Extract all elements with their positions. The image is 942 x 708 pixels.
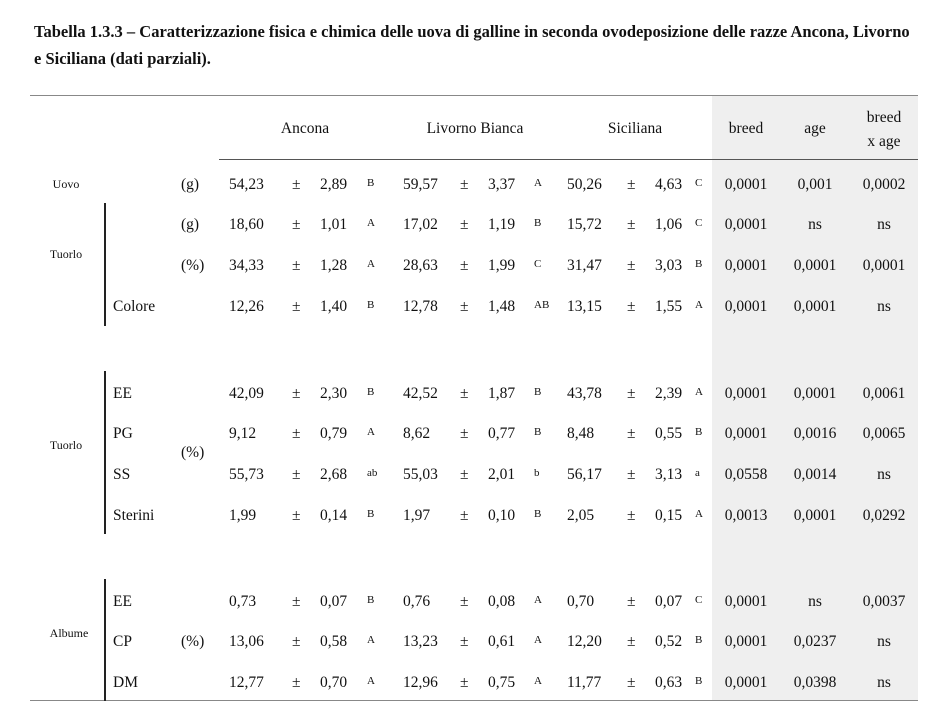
p-value: 0,0001 bbox=[724, 593, 768, 610]
sd-value: 1,99 bbox=[488, 257, 516, 274]
plus-minus-sign: ± bbox=[627, 176, 636, 193]
mean-value: 0,76 bbox=[403, 593, 431, 610]
significance-letter: B bbox=[534, 386, 542, 398]
row-unit-label: (g) bbox=[181, 176, 200, 193]
significance-letter: A bbox=[534, 634, 542, 646]
sd-value: 2,30 bbox=[320, 385, 348, 402]
mean-value: 8,62 bbox=[403, 425, 431, 442]
plus-minus-sign: ± bbox=[460, 633, 469, 650]
p-value: 0,0061 bbox=[862, 385, 906, 402]
p-value: 0,0001 bbox=[793, 298, 837, 315]
plus-minus-sign: ± bbox=[460, 507, 469, 524]
mean-value: 13,23 bbox=[403, 633, 438, 650]
row-unit-label: (g) bbox=[181, 216, 200, 233]
plus-minus-sign: ± bbox=[292, 257, 301, 274]
sd-value: 0,70 bbox=[320, 674, 348, 691]
sd-value: 0,15 bbox=[655, 507, 683, 524]
p-value: 0,0001 bbox=[724, 674, 768, 691]
sd-value: 1,40 bbox=[320, 298, 348, 315]
sd-value: 3,37 bbox=[488, 176, 516, 193]
sd-value: 2,68 bbox=[320, 466, 348, 483]
sd-value: 1,06 bbox=[655, 216, 683, 233]
mean-value: 59,57 bbox=[403, 176, 438, 193]
significance-letter: B bbox=[534, 217, 542, 229]
sd-value: 0,52 bbox=[655, 633, 683, 650]
significance-letter: A bbox=[695, 386, 703, 398]
significance-letter: A bbox=[534, 177, 542, 189]
plus-minus-sign: ± bbox=[627, 216, 636, 233]
p-value: 0,0037 bbox=[862, 593, 906, 610]
row-parameter-label: CP bbox=[113, 633, 132, 650]
significance-letter: A bbox=[534, 675, 542, 687]
p-value: 0,0001 bbox=[862, 257, 906, 274]
plus-minus-sign: ± bbox=[460, 176, 469, 193]
significance-letter: a bbox=[695, 467, 700, 479]
significance-letter: B bbox=[695, 634, 703, 646]
plus-minus-sign: ± bbox=[460, 216, 469, 233]
plus-minus-sign: ± bbox=[292, 216, 301, 233]
plus-minus-sign: ± bbox=[627, 425, 636, 442]
sd-value: 3,03 bbox=[655, 257, 683, 274]
significance-letter: B bbox=[367, 299, 375, 311]
row-parameter-label: Sterini bbox=[113, 507, 155, 524]
plus-minus-sign: ± bbox=[460, 298, 469, 315]
sd-value: 0,61 bbox=[488, 633, 516, 650]
p-value: 0,0016 bbox=[793, 425, 837, 442]
plus-minus-sign: ± bbox=[627, 593, 636, 610]
plus-minus-sign: ± bbox=[627, 507, 636, 524]
plus-minus-sign: ± bbox=[627, 385, 636, 402]
plus-minus-sign: ± bbox=[460, 593, 469, 610]
group-bracket-tuorlo-1 bbox=[104, 203, 106, 326]
plus-minus-sign: ± bbox=[627, 466, 636, 483]
significance-letter: A bbox=[534, 594, 542, 606]
p-value: 0,001 bbox=[797, 176, 833, 193]
significance-letter: C bbox=[695, 217, 703, 229]
significance-letter: B bbox=[367, 177, 375, 189]
row-unit-label: (%) bbox=[181, 633, 205, 650]
significance-letter: C bbox=[534, 258, 542, 270]
plus-minus-sign: ± bbox=[292, 674, 301, 691]
header-livorno-bianca: Livorno Bianca bbox=[426, 120, 524, 137]
sd-value: 0,55 bbox=[655, 425, 683, 442]
sd-value: 2,89 bbox=[320, 176, 348, 193]
p-value: 0,0001 bbox=[724, 216, 768, 233]
header-breed-x-age-line1: breed bbox=[866, 109, 902, 126]
group-unit-label: (%) bbox=[181, 444, 205, 461]
mean-value: 34,33 bbox=[229, 257, 264, 274]
significance-letter: B bbox=[695, 426, 703, 438]
sd-value: 0,08 bbox=[488, 593, 516, 610]
p-value: 0,0001 bbox=[724, 298, 768, 315]
top-rule bbox=[30, 95, 918, 96]
group-bracket-tuorlo-2 bbox=[104, 371, 106, 534]
mean-value: 18,60 bbox=[229, 216, 264, 233]
mean-value: 55,73 bbox=[229, 466, 264, 483]
mean-value: 42,09 bbox=[229, 385, 264, 402]
p-value: 0,0001 bbox=[793, 385, 837, 402]
plus-minus-sign: ± bbox=[627, 298, 636, 315]
plus-minus-sign: ± bbox=[292, 176, 301, 193]
mean-value: 15,72 bbox=[567, 216, 602, 233]
sd-value: 2,01 bbox=[488, 466, 516, 483]
plus-minus-sign: ± bbox=[627, 633, 636, 650]
mean-value: 28,63 bbox=[403, 257, 438, 274]
p-value: ns bbox=[877, 216, 891, 233]
plus-minus-sign: ± bbox=[292, 385, 301, 402]
p-value: 0,0292 bbox=[862, 507, 906, 524]
significance-letter: C bbox=[695, 594, 703, 606]
plus-minus-sign: ± bbox=[460, 466, 469, 483]
sd-value: 1,28 bbox=[320, 257, 348, 274]
row-parameter-label: EE bbox=[113, 593, 132, 610]
p-value: ns bbox=[808, 593, 822, 610]
plus-minus-sign: ± bbox=[292, 593, 301, 610]
p-value: ns bbox=[877, 466, 891, 483]
header-age: age bbox=[804, 120, 826, 137]
p-value: 0,0001 bbox=[724, 385, 768, 402]
significance-letter: B bbox=[695, 675, 703, 687]
significance-letter: B bbox=[534, 426, 542, 438]
row-parameter-label: DM bbox=[113, 674, 138, 691]
sd-value: 1,55 bbox=[655, 298, 683, 315]
p-value: 0,0001 bbox=[793, 257, 837, 274]
mean-value: 50,26 bbox=[567, 176, 602, 193]
significance-letter: B bbox=[367, 594, 375, 606]
sd-value: 1,48 bbox=[488, 298, 516, 315]
mean-value: 31,47 bbox=[567, 257, 602, 274]
significance-letter: A bbox=[695, 299, 703, 311]
mean-value: 0,70 bbox=[567, 593, 595, 610]
group-label-uovo: Uovo bbox=[52, 177, 80, 191]
group-bracket-albume bbox=[104, 579, 106, 701]
p-value: 0,0001 bbox=[793, 507, 837, 524]
p-value: ns bbox=[877, 633, 891, 650]
sd-value: 0,63 bbox=[655, 674, 683, 691]
p-value: 0,0001 bbox=[724, 425, 768, 442]
sd-value: 0,79 bbox=[320, 425, 348, 442]
sd-value: 0,58 bbox=[320, 633, 348, 650]
significance-letter: AB bbox=[534, 299, 550, 311]
mean-value: 1,97 bbox=[403, 507, 431, 524]
plus-minus-sign: ± bbox=[460, 385, 469, 402]
p-value: 0,0065 bbox=[862, 425, 906, 442]
plus-minus-sign: ± bbox=[627, 257, 636, 274]
plus-minus-sign: ± bbox=[292, 633, 301, 650]
plus-minus-sign: ± bbox=[292, 298, 301, 315]
significance-letter: B bbox=[367, 386, 375, 398]
sd-value: 0,07 bbox=[655, 593, 683, 610]
p-value: ns bbox=[808, 216, 822, 233]
mean-value: 42,52 bbox=[403, 385, 438, 402]
group-label-tuorlo: Tuorlo bbox=[49, 247, 83, 261]
plus-minus-sign: ± bbox=[292, 507, 301, 524]
significance-letter: C bbox=[695, 177, 703, 189]
sd-value: 3,13 bbox=[655, 466, 683, 483]
mean-value: 56,17 bbox=[567, 466, 602, 483]
row-parameter-label: EE bbox=[113, 385, 132, 402]
sd-value: 1,01 bbox=[320, 216, 348, 233]
header-breed-x-age-line2: x age bbox=[867, 133, 901, 150]
plus-minus-sign: ± bbox=[460, 674, 469, 691]
significance-letter: A bbox=[367, 426, 375, 438]
mean-value: 12,20 bbox=[567, 633, 602, 650]
p-value: ns bbox=[877, 298, 891, 315]
header-siciliana: Siciliana bbox=[607, 120, 663, 137]
p-value: 0,0001 bbox=[724, 633, 768, 650]
mean-value: 13,15 bbox=[567, 298, 602, 315]
row-parameter-label: Colore bbox=[113, 298, 156, 315]
p-value: 0,0237 bbox=[793, 633, 837, 650]
significance-letter: A bbox=[367, 675, 375, 687]
significance-letter: b bbox=[534, 467, 540, 479]
row-parameter-label: PG bbox=[113, 425, 133, 442]
significance-letter: A bbox=[695, 508, 703, 520]
table-title: Tabella 1.3.3 – Caratterizzazione fisica e chimica delle uova di galline in seconda ovodeposizione delle razze Ancona, Livorno e Siciliana (dati parziali). bbox=[34, 22, 910, 68]
bottom-rule bbox=[30, 700, 918, 701]
mean-value: 12,26 bbox=[229, 298, 264, 315]
sd-value: 0,14 bbox=[320, 507, 348, 524]
plus-minus-sign: ± bbox=[292, 425, 301, 442]
significance-letter: A bbox=[367, 217, 375, 229]
mean-value: 12,96 bbox=[403, 674, 438, 691]
mean-value: 12,78 bbox=[403, 298, 438, 315]
plus-minus-sign: ± bbox=[460, 257, 469, 274]
sd-value: 0,07 bbox=[320, 593, 348, 610]
mean-value: 55,03 bbox=[403, 466, 438, 483]
significance-letter: B bbox=[695, 258, 703, 270]
mean-value: 0,73 bbox=[229, 593, 257, 610]
header-breed: breed bbox=[728, 120, 764, 137]
mean-value: 2,05 bbox=[567, 507, 595, 524]
mean-value: 8,48 bbox=[567, 425, 595, 442]
sd-value: 4,63 bbox=[655, 176, 683, 193]
mean-value: 13,06 bbox=[229, 633, 264, 650]
mean-value: 1,99 bbox=[229, 507, 257, 524]
header-ancona: Ancona bbox=[280, 120, 330, 137]
plus-minus-sign: ± bbox=[292, 466, 301, 483]
p-value: 0,0002 bbox=[862, 176, 906, 193]
mean-value: 9,12 bbox=[229, 425, 257, 442]
sd-value: 0,77 bbox=[488, 425, 516, 442]
significance-letter: A bbox=[367, 634, 375, 646]
header-rule bbox=[219, 159, 918, 160]
mean-value: 54,23 bbox=[229, 176, 264, 193]
sd-value: 0,75 bbox=[488, 674, 516, 691]
mean-value: 11,77 bbox=[567, 674, 602, 691]
sd-value: 1,87 bbox=[488, 385, 516, 402]
p-value: 0,0013 bbox=[724, 507, 768, 524]
p-value: 0,0001 bbox=[724, 257, 768, 274]
p-value: 0,0558 bbox=[724, 466, 768, 483]
p-value: ns bbox=[877, 674, 891, 691]
significance-letter: B bbox=[367, 508, 375, 520]
significance-letter: B bbox=[534, 508, 542, 520]
sd-value: 0,10 bbox=[488, 507, 516, 524]
significance-letter: ab bbox=[367, 467, 378, 479]
row-unit-label: (%) bbox=[181, 257, 205, 274]
significance-letter: A bbox=[367, 258, 375, 270]
sd-value: 2,39 bbox=[655, 385, 683, 402]
group-label-albume: Albume bbox=[49, 626, 89, 640]
sd-value: 1,19 bbox=[488, 216, 516, 233]
mean-value: 17,02 bbox=[403, 216, 438, 233]
p-value: 0,0001 bbox=[724, 176, 768, 193]
group-label-tuorlo: Tuorlo bbox=[49, 438, 83, 452]
p-value: 0,0014 bbox=[793, 466, 837, 483]
mean-value: 12,77 bbox=[229, 674, 264, 691]
mean-value: 43,78 bbox=[567, 385, 602, 402]
row-parameter-label: SS bbox=[113, 466, 131, 483]
plus-minus-sign: ± bbox=[627, 674, 636, 691]
plus-minus-sign: ± bbox=[460, 425, 469, 442]
p-value: 0,0398 bbox=[793, 674, 837, 691]
